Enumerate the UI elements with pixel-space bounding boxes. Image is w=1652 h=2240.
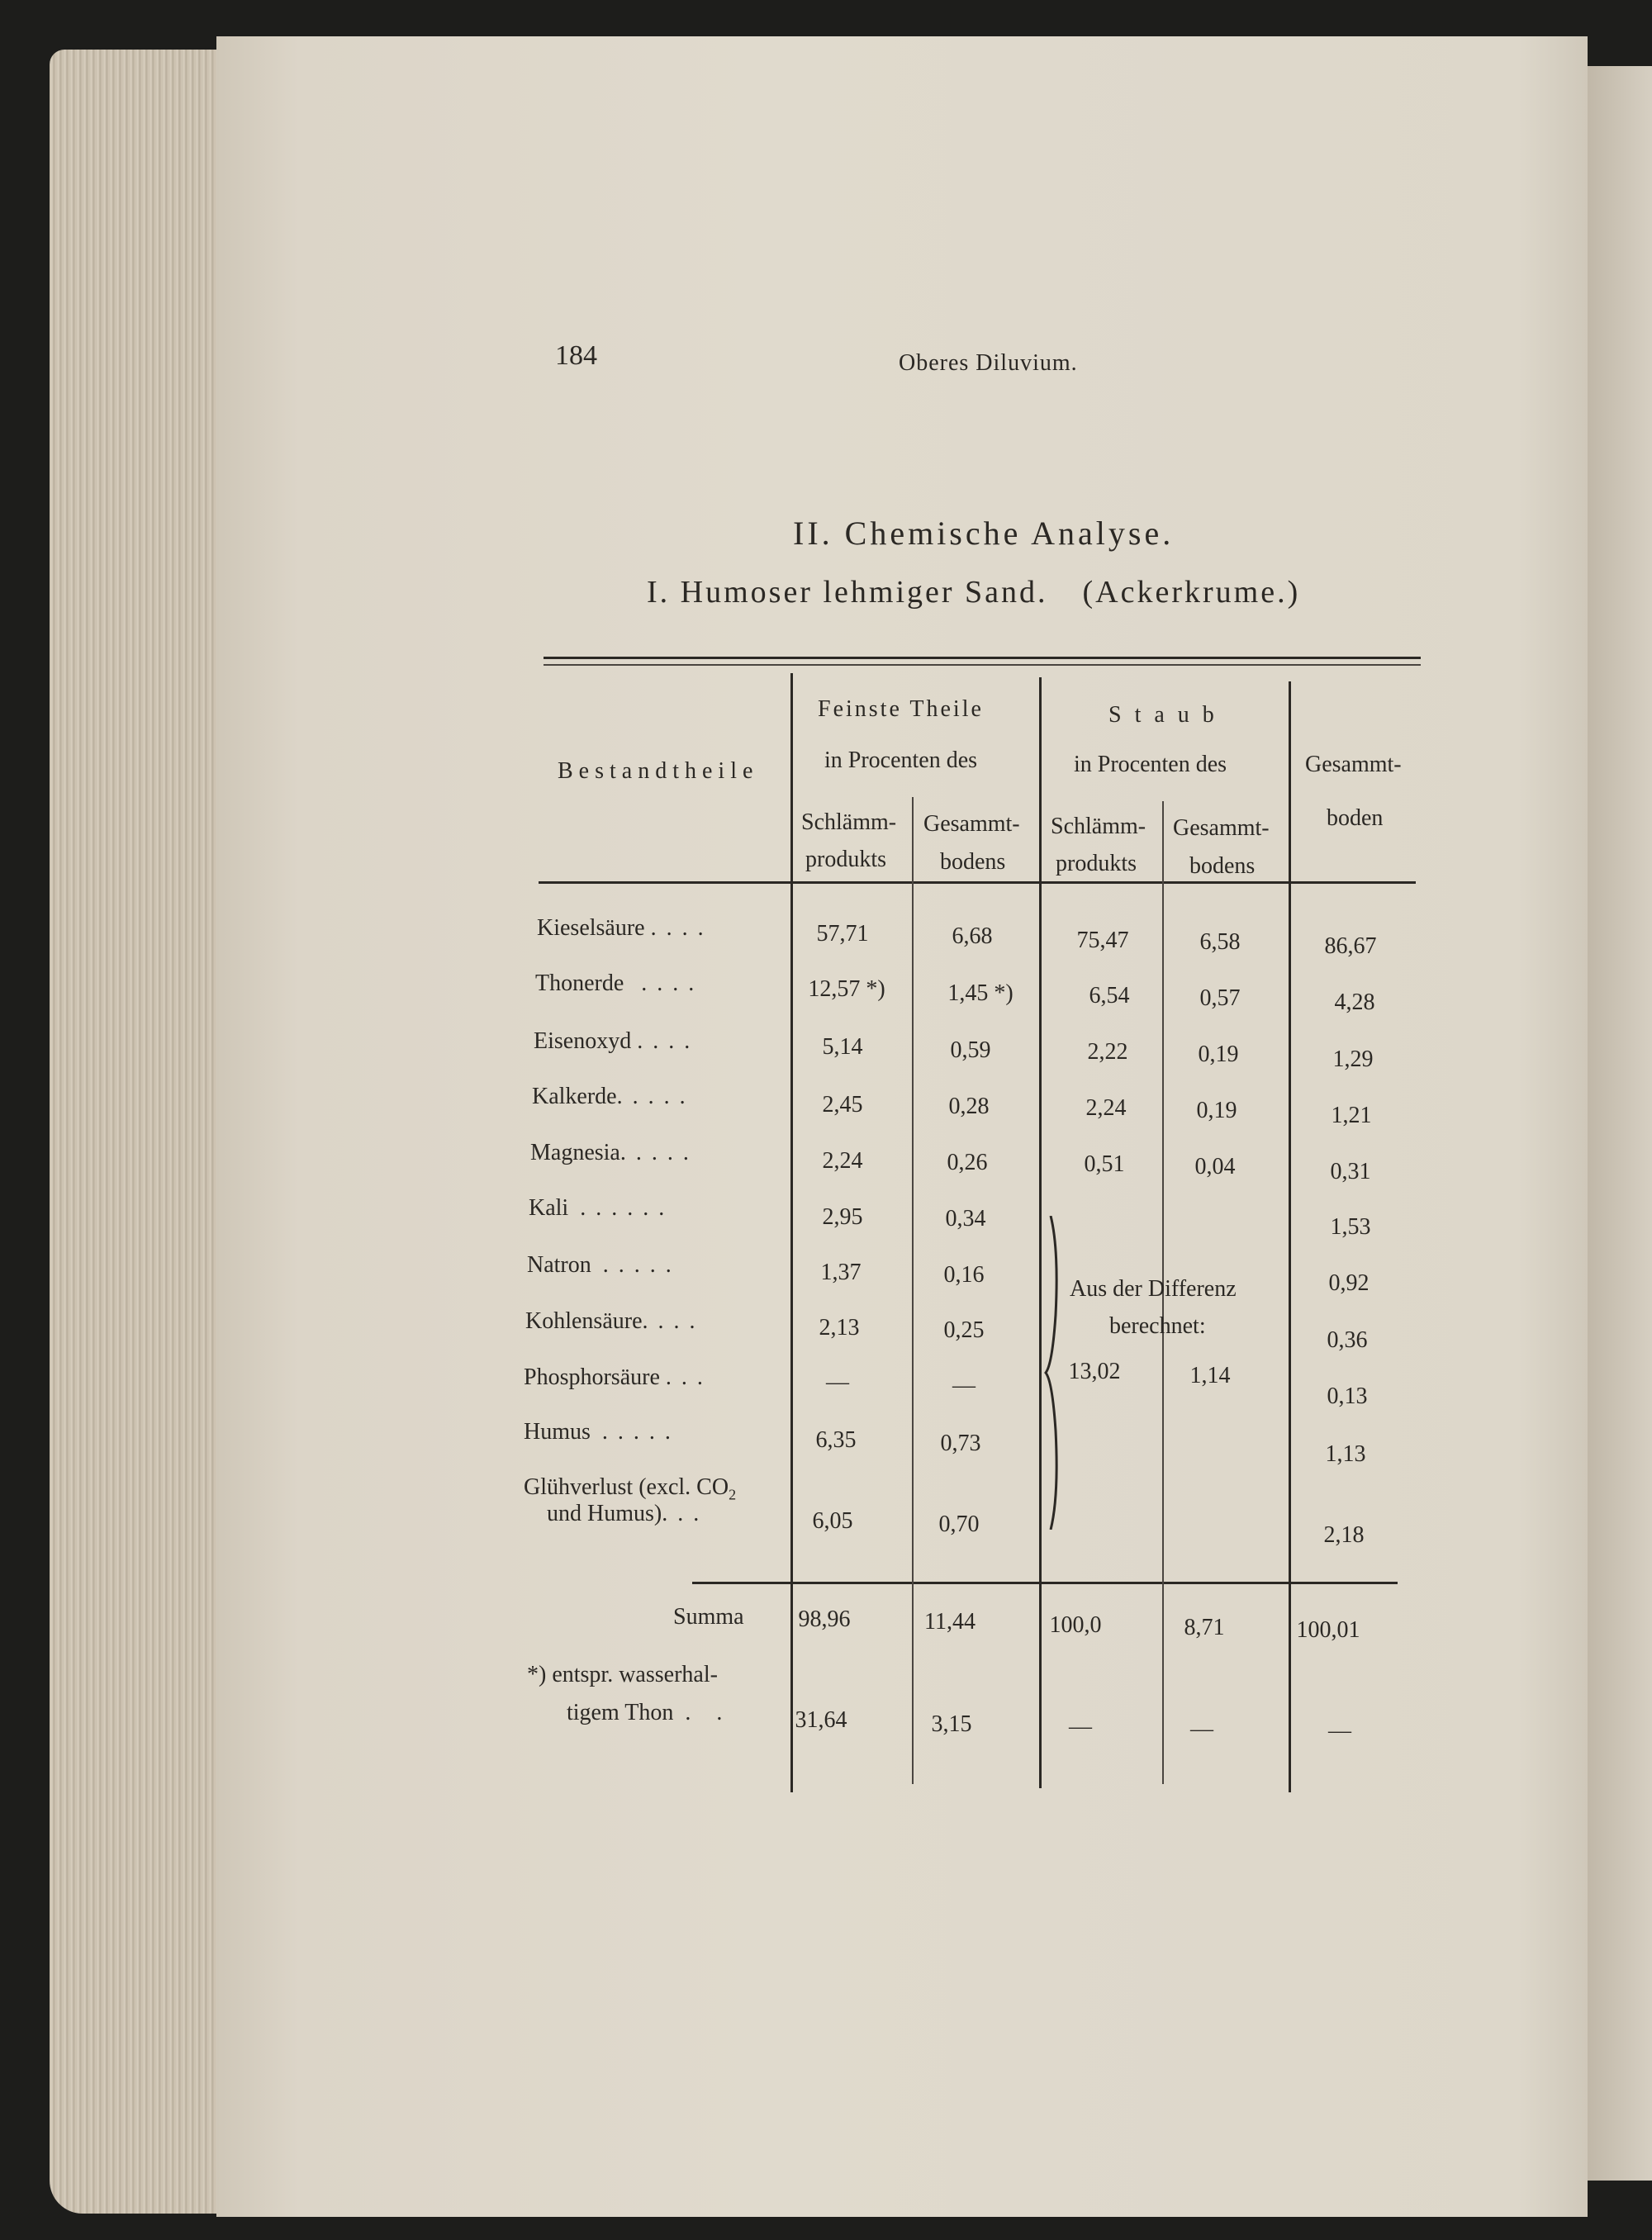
cell-value: 0,59 xyxy=(950,1037,991,1063)
summa-value: 8,71 xyxy=(1184,1615,1225,1640)
cell-value: 1,21 xyxy=(1331,1103,1372,1128)
cell-value: 1,29 xyxy=(1332,1046,1374,1072)
summa-value: 100,01 xyxy=(1296,1617,1360,1643)
cell-value: 0,13 xyxy=(1327,1383,1368,1409)
cell-value: 86,67 xyxy=(1324,933,1377,959)
cell-value: 6,05 xyxy=(812,1508,853,1534)
cell-value: — xyxy=(952,1373,976,1398)
cell-value: 1,45 *) xyxy=(947,980,1014,1006)
col-divider-feinste xyxy=(912,797,914,1784)
cell-value: 0,57 xyxy=(1199,985,1241,1011)
header-s-schlamm-2: produkts xyxy=(1056,851,1137,876)
footnote-value: 31,64 xyxy=(795,1707,847,1733)
book-page-edges xyxy=(50,50,223,2214)
differenz-staub-schlamm: 13,02 xyxy=(1068,1359,1121,1384)
footnote-value: 3,15 xyxy=(931,1711,972,1737)
section-title: II. Chemische Analyse. xyxy=(793,515,1175,552)
header-s-gesammt-1: Gesammt- xyxy=(1173,815,1270,841)
cell-value: 0,19 xyxy=(1198,1042,1239,1067)
cell-value: 2,22 xyxy=(1087,1039,1128,1065)
header-staub-procenten: in Procenten des xyxy=(1074,752,1227,777)
cell-value: 0,04 xyxy=(1194,1154,1236,1179)
cell-value: 1,53 xyxy=(1330,1214,1371,1240)
cell-value: 0,25 xyxy=(943,1317,985,1343)
cell-value: 0,28 xyxy=(948,1094,990,1119)
header-gesammtboden-2: boden xyxy=(1327,805,1384,831)
row-label: Kieselsäure .... xyxy=(537,915,714,941)
cell-value: 0,19 xyxy=(1196,1098,1237,1123)
table-top-rule xyxy=(544,657,1421,659)
summa-value: 100,0 xyxy=(1049,1612,1102,1638)
cell-value: 2,95 xyxy=(822,1204,863,1230)
cell-value: 4,28 xyxy=(1334,989,1375,1015)
cell-value: 0,26 xyxy=(947,1150,988,1175)
cell-value: 0,34 xyxy=(945,1206,986,1232)
cell-value: 2,13 xyxy=(819,1315,860,1341)
facing-page-edge xyxy=(1578,66,1652,2181)
header-f-gesammt-2: bodens xyxy=(940,849,1006,875)
summa-value: 11,44 xyxy=(924,1609,976,1635)
subtitle-paren: (Ackerkrume.) xyxy=(1082,575,1301,610)
cell-value: 12,57 *) xyxy=(808,976,885,1002)
footnote-line-2: tigem Thon . . xyxy=(567,1700,733,1725)
cell-value: 0,16 xyxy=(943,1262,985,1288)
cell-value: 1,37 xyxy=(820,1260,862,1285)
table-top-rule-2 xyxy=(544,664,1421,666)
summa-value: 98,96 xyxy=(798,1606,851,1632)
cell-value: 0,51 xyxy=(1084,1151,1125,1177)
subtitle-main: I. Humoser lehmiger Sand. xyxy=(647,575,1048,610)
row-label: Magnesia..... xyxy=(530,1140,699,1165)
row-label: Kalkerde..... xyxy=(532,1084,695,1109)
row-label: Eisenoxyd .... xyxy=(534,1028,700,1054)
cell-value: 5,14 xyxy=(822,1034,863,1060)
cell-value: — xyxy=(826,1369,849,1395)
cell-value: 2,24 xyxy=(1085,1095,1127,1121)
cell-value: 2,18 xyxy=(1323,1522,1365,1548)
header-bottom-rule xyxy=(539,881,1416,884)
differenz-line-2: berechnet: xyxy=(1109,1313,1206,1339)
header-bestandtheile: Bestandtheile xyxy=(558,758,759,784)
header-feinste-theile: Feinste Theile xyxy=(818,696,984,722)
summa-label: Summa xyxy=(673,1604,744,1630)
cell-value: 6,54 xyxy=(1089,983,1130,1008)
cell-value: 2,24 xyxy=(822,1148,863,1174)
cell-value: 6,68 xyxy=(952,923,993,949)
row-label: Humus ..... xyxy=(524,1419,681,1445)
differenz-staub-gesammt: 1,14 xyxy=(1189,1363,1231,1388)
cell-value: 0,31 xyxy=(1330,1159,1371,1184)
cell-value: 6,35 xyxy=(815,1427,857,1453)
header-f-schlamm-2: produkts xyxy=(805,847,886,872)
cell-value: 0,70 xyxy=(938,1512,980,1537)
header-f-gesammt-1: Gesammt- xyxy=(923,811,1020,837)
differenz-line-1: Aus der Differenz xyxy=(1070,1276,1237,1302)
footnote-value: — xyxy=(1190,1716,1213,1742)
footnote-line-1: *) entspr. wasserhal- xyxy=(527,1662,718,1687)
cell-value: 6,58 xyxy=(1199,929,1241,955)
header-gesammtboden-1: Gesammt- xyxy=(1305,752,1402,777)
cell-value: 0,92 xyxy=(1328,1270,1370,1296)
header-s-gesammt-2: bodens xyxy=(1189,853,1256,879)
row-label: Thonerde .... xyxy=(535,971,705,996)
cell-value: 57,71 xyxy=(816,921,869,947)
running-head: Oberes Diluvium. xyxy=(899,350,1078,376)
cell-value: 1,13 xyxy=(1325,1441,1366,1467)
page-number: 184 xyxy=(555,340,597,371)
header-staub: Staub xyxy=(1108,702,1227,728)
cell-value: 0,73 xyxy=(940,1431,981,1456)
summa-rule xyxy=(692,1582,1398,1584)
row-label: Kali ...... xyxy=(529,1195,675,1221)
row-label: Phosphorsäure ... xyxy=(524,1364,713,1390)
header-s-schlamm-1: Schlämm- xyxy=(1051,814,1146,839)
row-label-gluehverlust-2: und Humus)... xyxy=(547,1501,710,1526)
footnote-value: — xyxy=(1069,1714,1092,1739)
cell-value: 75,47 xyxy=(1076,928,1129,953)
cell-value: 2,45 xyxy=(822,1092,863,1118)
row-label-gluehverlust-1: Glühverlust (excl. $CO_2$ xyxy=(524,1474,737,1503)
row-label: Natron ..... xyxy=(527,1252,681,1278)
header-f-schlamm-1: Schlämm- xyxy=(801,809,897,835)
table-subtitle xyxy=(647,574,1300,610)
header-feinste-procenten: in Procenten des xyxy=(824,747,978,773)
cell-value: 0,36 xyxy=(1327,1327,1368,1353)
footnote-value: — xyxy=(1328,1718,1351,1744)
row-label: Kohlensäure.... xyxy=(525,1308,705,1334)
